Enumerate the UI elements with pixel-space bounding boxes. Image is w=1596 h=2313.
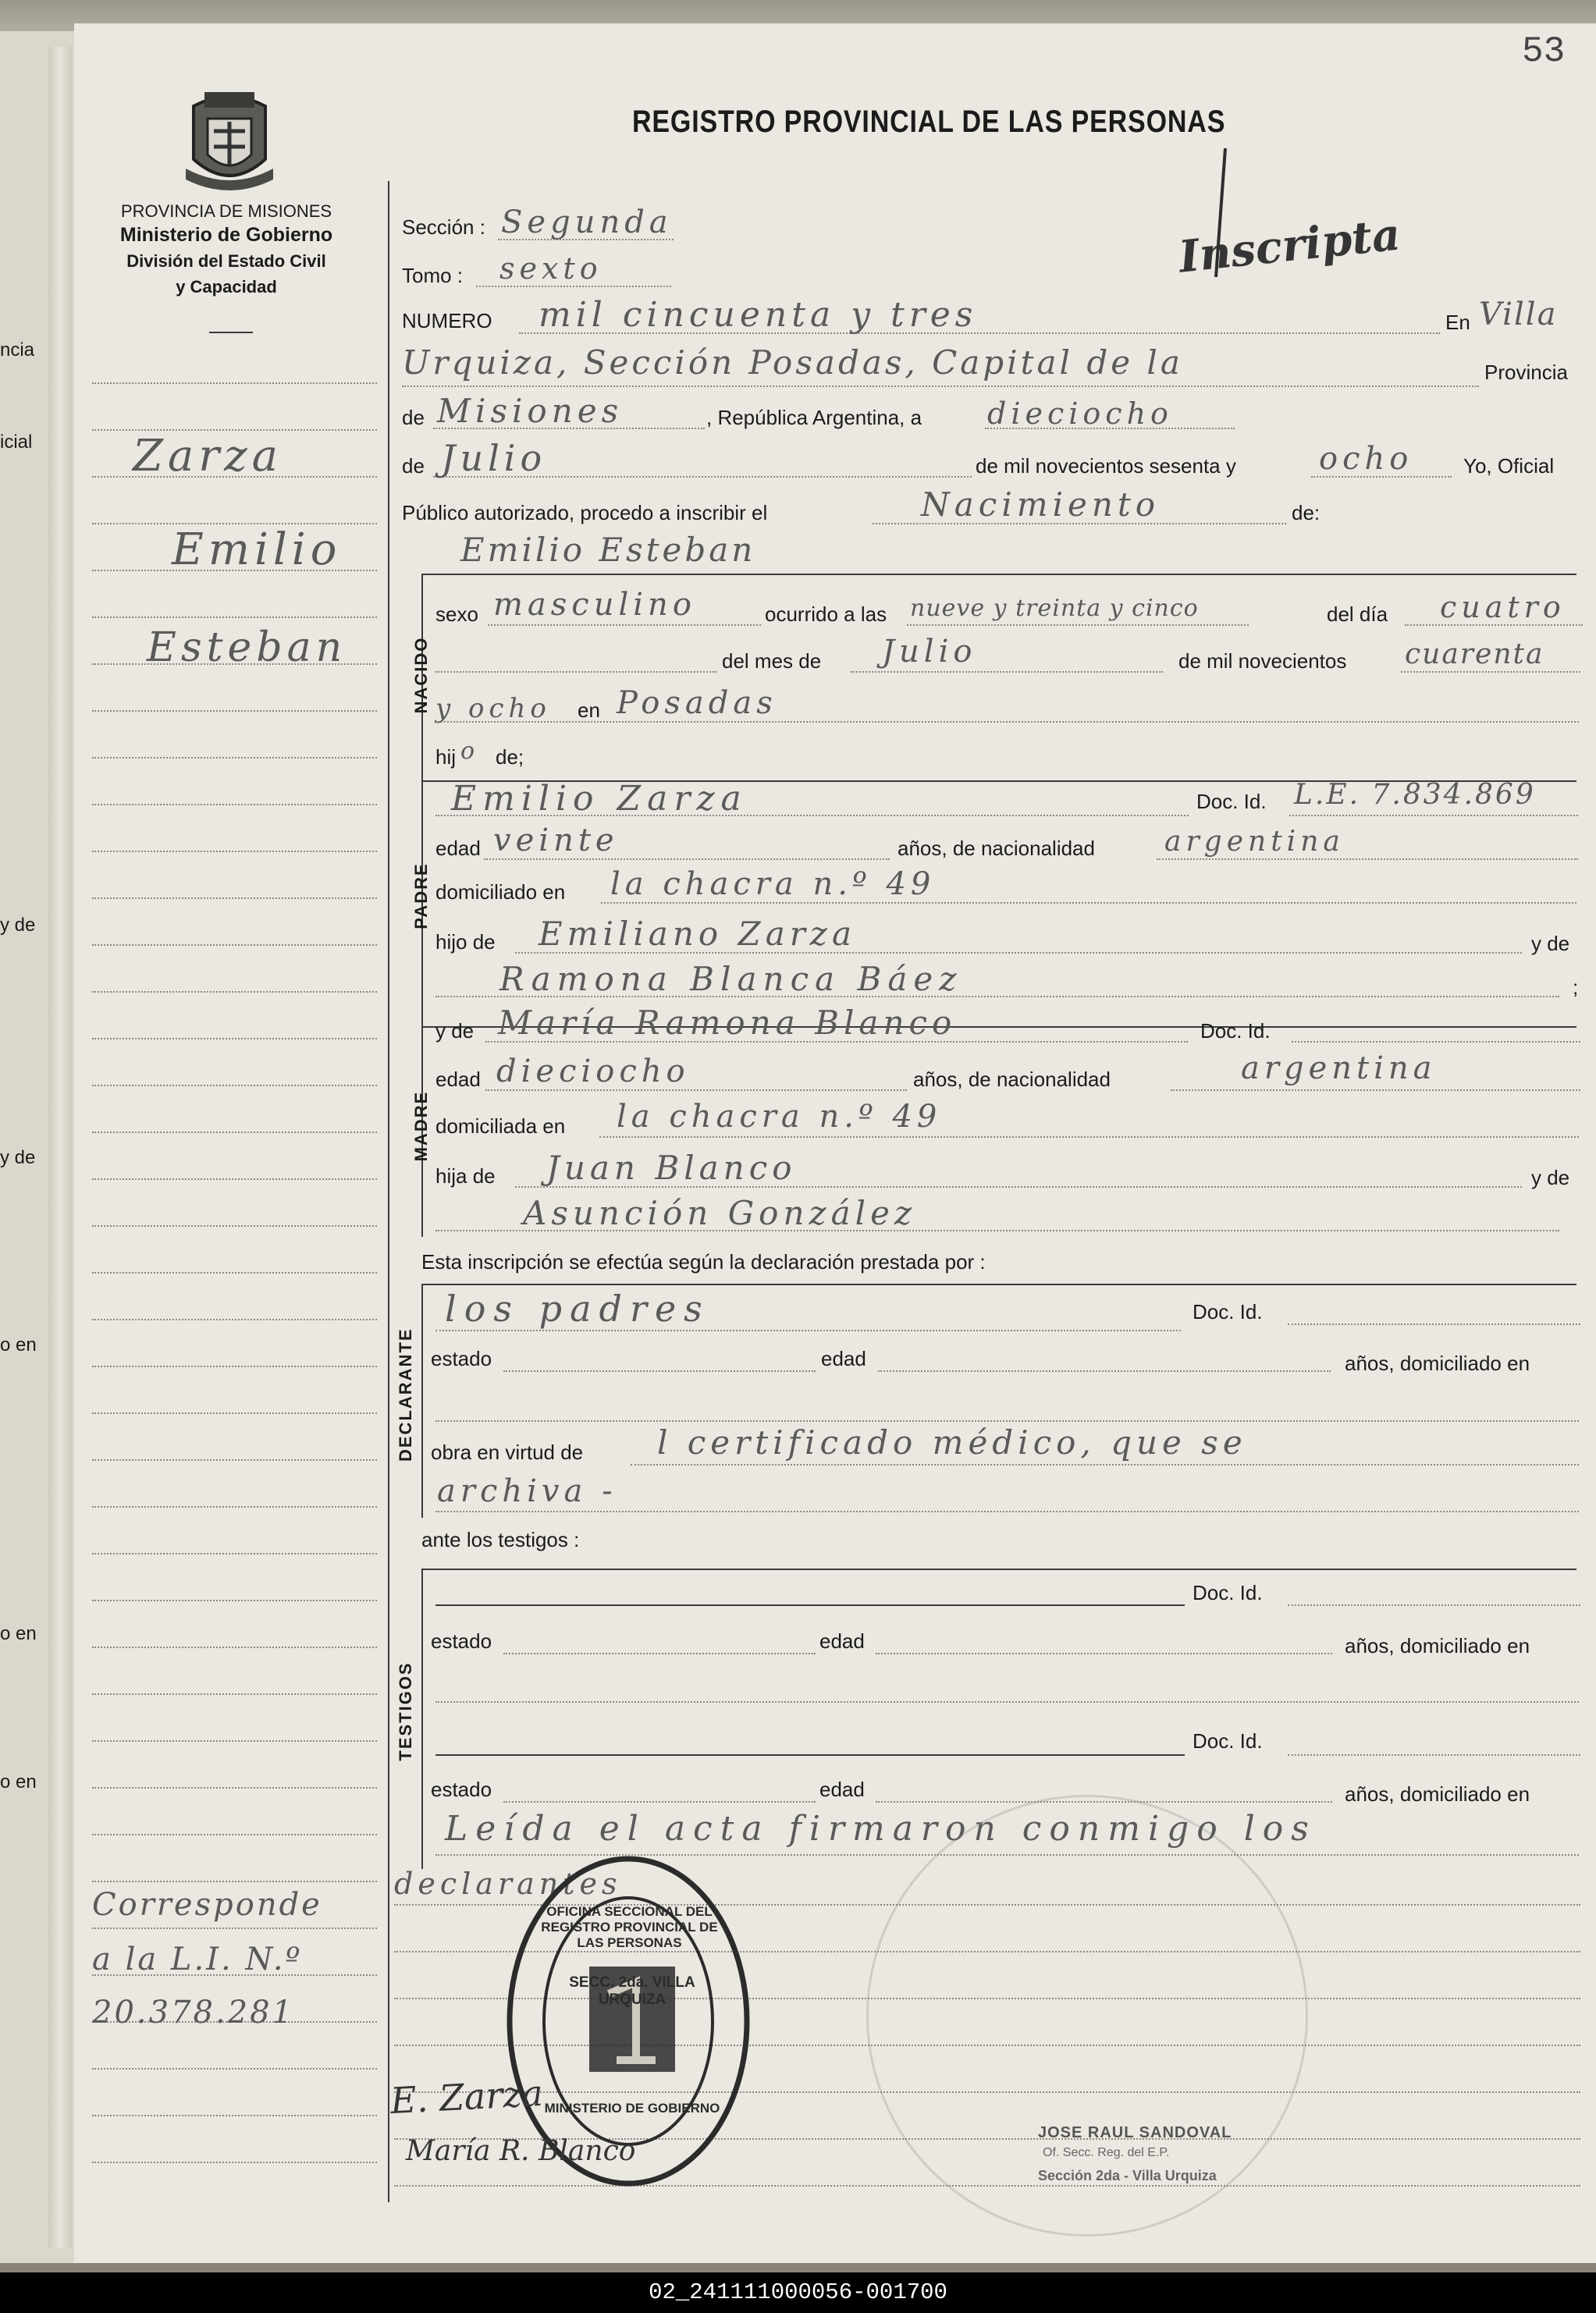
declarante-domicilio-label: años, domiciliado en [1345, 1352, 1530, 1375]
padre-nacionalidad-line [1157, 858, 1578, 860]
madre-edad-line [485, 1089, 907, 1091]
provincia-value: Misiones [437, 392, 624, 430]
madre-madre-de: Asunción González [523, 1194, 917, 1232]
lugar-line [435, 721, 1579, 723]
margin-middle-name: Esteban [147, 624, 347, 671]
anio-line [1401, 671, 1580, 673]
declarante-doc-line [1288, 1323, 1580, 1325]
testigo2-doc-label: Doc. Id. [1193, 1729, 1263, 1753]
seccion-value: Segunda [501, 204, 673, 240]
sexo-value: masculino [493, 587, 696, 623]
testigo1-edad-label: edad [819, 1629, 865, 1653]
anio-value-2: y ocho [435, 693, 551, 724]
nacido-en-label: en [578, 698, 600, 722]
testigo2-estado-label: estado [431, 1778, 492, 1801]
testigos-intro: ante los testigos : [421, 1528, 580, 1551]
padre-edad-label: edad [435, 837, 481, 860]
seccion-label: Sección : [402, 215, 485, 239]
del-dia-label: del día [1327, 602, 1388, 626]
testigo2-nombre-line [435, 1754, 1185, 1756]
hora-line [907, 624, 1249, 626]
month-value: Julio [441, 437, 547, 479]
madre-y-de-label-2: y de [1531, 1166, 1570, 1189]
page-number: 53 [1522, 31, 1566, 72]
madre-nacionalidad-line [1171, 1089, 1580, 1091]
padre-domicilio: la chacra n.º 49 [610, 866, 936, 902]
padre-domicilio-line [601, 902, 1576, 904]
official-name: JOSE RAUL SANDOVAL [1038, 2124, 1232, 2141]
image-id-footer: 02_241111000056-001700 [0, 2272, 1596, 2313]
sexo-line [488, 624, 761, 626]
place-line [402, 386, 1479, 387]
margin-column-border [388, 181, 389, 2202]
left-fragment-4: y de [0, 1147, 36, 1168]
padre-label: PADRE [411, 862, 431, 929]
place-value-1: Villa [1479, 297, 1558, 332]
declarante-edad-line [878, 1370, 1331, 1372]
obra-value-1: l certificado médico, que se [657, 1423, 1247, 1462]
margin-correspondence-1: Corresponde [92, 1887, 322, 1923]
nacido-top-rule [421, 574, 1576, 575]
padre-nombre: Emilio Zarza [451, 779, 748, 819]
madre-nombre: María Ramona Blanco [498, 1004, 957, 1042]
madre-edad-label: edad [435, 1068, 481, 1091]
official-title: Of. Secc. Reg. del E.P. [1043, 2146, 1170, 2159]
publico-label: Público autorizado, procedo a inscribir el [402, 501, 768, 524]
provincia-label: Provincia [1484, 361, 1568, 384]
testigo2-doc-line [1288, 1754, 1580, 1756]
left-fragment-3: y de [0, 915, 36, 936]
mes-line [851, 671, 1163, 673]
closing-text-1: Leída el acta firmaron conmigo los [445, 1809, 1317, 1849]
padre-edad: veinte [493, 823, 619, 858]
tomo-value: sexto [499, 251, 602, 286]
margin-correspondence-2: a la L.I. N.º [92, 1942, 303, 1977]
testigo2-domicilio-label: años, domiciliado en [1345, 1782, 1530, 1806]
margin-surname: Zarza [133, 431, 283, 481]
year-value: ocho [1319, 441, 1413, 477]
declarante-intro: Esta inscripción se efectúa según la declaración prestada por : [421, 1250, 986, 1274]
declarante-estado-label: estado [431, 1347, 492, 1370]
madre-doc-line [1292, 1041, 1580, 1043]
padre-padre-de: Emiliano Zarza [539, 915, 856, 953]
official-section: Sección 2da - Villa Urquiza [1038, 2168, 1217, 2183]
testigo1-doc-label: Doc. Id. [1193, 1581, 1263, 1604]
act-type-value: Nacimiento [921, 485, 1161, 524]
declarante-top-rule [421, 1284, 1576, 1285]
left-fragment-1: ncia [0, 339, 35, 361]
madre-padre-de: Juan Blanco [546, 1149, 797, 1187]
agency-underline [209, 332, 253, 333]
mes-value: Julio [882, 634, 977, 670]
madre-label: MADRE [411, 1090, 431, 1162]
testigo1-estado-line [503, 1653, 816, 1654]
place-value-2: Urquiza, Sección Posadas, Capital de la [402, 343, 1183, 382]
republica-label: , República Argentina, a [706, 406, 922, 429]
lugar-value: Posadas [617, 685, 777, 721]
coat-of-arms-icon [178, 84, 281, 194]
testigo1-nombre-line [435, 1604, 1185, 1606]
sexo-label: sexo [435, 602, 478, 626]
madre-doc-label: Doc. Id. [1200, 1019, 1271, 1043]
padre-edad-line [484, 858, 890, 860]
oficial-label: Yo, Oficial [1463, 454, 1555, 478]
testigo1-domicilio-line [435, 1701, 1579, 1703]
declarante-edad-label: edad [821, 1347, 866, 1370]
obra-value-2: archiva - [437, 1473, 617, 1509]
padre-y-de-label: y de [1531, 932, 1570, 955]
padre-hijo-de-label: hijo de [435, 930, 496, 954]
obra-line-2 [435, 1511, 1579, 1512]
declarante-nombre: los padres [445, 1288, 710, 1330]
madre-domicilio: la chacra n.º 49 [617, 1099, 942, 1135]
nacido-label: NACIDO [411, 636, 431, 714]
declarante-nombre-line [435, 1330, 1181, 1331]
padre-nacionalidad-label: años, de nacionalidad [898, 837, 1095, 860]
dia-value: cuatro [1440, 590, 1566, 624]
testigos-top-rule [421, 1569, 1576, 1570]
declarante-domicilio-line [435, 1420, 1579, 1422]
testigo2-estado-line [503, 1801, 816, 1803]
de-label-2: de [402, 454, 425, 478]
year-label: de mil novecientos sesenta y [976, 454, 1236, 478]
de-colon-label: de: [1292, 501, 1321, 524]
madre-nacionalidad: argentina [1241, 1050, 1437, 1086]
testigo1-doc-line [1288, 1604, 1580, 1606]
de-label: de [402, 406, 425, 429]
declarante-estado-line [503, 1370, 816, 1372]
madre-hija-de-label: hija de [435, 1164, 496, 1188]
madre-domicilio-label: domiciliada en [435, 1114, 566, 1138]
obra-label: obra en virtud de [431, 1441, 584, 1464]
padre-madre-de: Ramona Blanca Báez [499, 960, 963, 998]
ocurrido-label: ocurrido a las [765, 602, 887, 626]
stamp-center-text: SECC. 2da. VILLA URQUIZA [569, 1974, 695, 2008]
tomo-line [476, 286, 671, 287]
madre-y-de-label: y de [435, 1019, 475, 1043]
padre-nacionalidad: argentina [1164, 826, 1345, 858]
agency-division: División del Estado Civil [126, 251, 326, 271]
dia-line [1405, 624, 1583, 626]
testigo1-estado-label: estado [431, 1629, 492, 1653]
document-title: REGISTRO PROVINCIAL DE LAS PERSONAS [632, 105, 1226, 139]
left-fragment-5: o en [0, 1334, 37, 1355]
anio-label: de mil novecientos [1178, 649, 1347, 673]
day-value: dieciocho [987, 396, 1173, 431]
hora-value: nueve y treinta y cinco [910, 595, 1199, 622]
annotation-inscripta: Inscripta [1176, 208, 1403, 283]
book-spine [48, 47, 72, 2247]
numero-value: mil cincuenta y tres [539, 295, 978, 335]
madre-nacionalidad-label: años, de nacionalidad [913, 1068, 1111, 1091]
declarante-label: DECLARANTE [396, 1327, 415, 1462]
madre-edad: dieciocho [496, 1053, 690, 1089]
declarante-border [421, 1284, 423, 1518]
closing-text-2: declarantes [394, 1867, 622, 1901]
tomo-label: Tomo : [402, 264, 464, 287]
padre-doc-label: Doc. Id. [1196, 790, 1267, 813]
left-fragment-7: o en [0, 1771, 37, 1792]
padre-doc-line [1289, 815, 1578, 816]
testigo2-edad-label: edad [819, 1778, 865, 1801]
testigo1-edad-line [876, 1653, 1332, 1654]
left-fragment-6: o en [0, 1623, 37, 1644]
testigos-label: TESTIGOS [396, 1661, 415, 1761]
testigo1-domicilio-label: años, domiciliado en [1345, 1634, 1530, 1657]
agency-province: PROVINCIA DE MISIONES [120, 201, 332, 221]
madre-domicilio-line [599, 1136, 1579, 1138]
mes-label: del mes de [722, 649, 822, 673]
agency-capacity: y Capacidad [176, 277, 277, 297]
margin-correspondence-3: 20.378.281 [92, 1995, 295, 2031]
hijo-de-label: de; [496, 745, 524, 769]
margin-first-name: Emilio [172, 524, 342, 575]
hijo-suffix: o [460, 737, 480, 765]
anio-value-1: cuarenta [1405, 638, 1544, 670]
numero-label: NUMERO [402, 309, 492, 332]
declarante-doc-label: Doc. Id. [1193, 1300, 1263, 1323]
padre-semicolon: ; [1573, 975, 1579, 999]
obra-line [631, 1464, 1579, 1466]
testigos-border [421, 1569, 423, 1869]
hijo-label: hij [435, 745, 457, 769]
mes-line-left [435, 671, 716, 673]
stamp-bottom-text: MINISTERIO DE GOBIERNO [544, 2101, 720, 2116]
stamp-ring-text: OFICINA SECCIONAL DEL REGISTRO PROVINCIAL DE LAS PERSONAS [541, 1904, 718, 1950]
left-fragment-2: icial [0, 432, 33, 453]
en-label: En [1445, 311, 1470, 334]
annotation-stroke [1202, 148, 1249, 281]
padre-domicilio-label: domiciliado en [435, 880, 566, 904]
person-name: Emilio Esteban [460, 531, 756, 569]
agency-ministry: Ministerio de Gobierno [119, 224, 333, 246]
signature-1: E. Zarza [389, 2071, 545, 2123]
signature-2: María R. Blanco [406, 2135, 636, 2167]
padre-doc-value: L.E. 7.834.869 [1294, 779, 1536, 811]
